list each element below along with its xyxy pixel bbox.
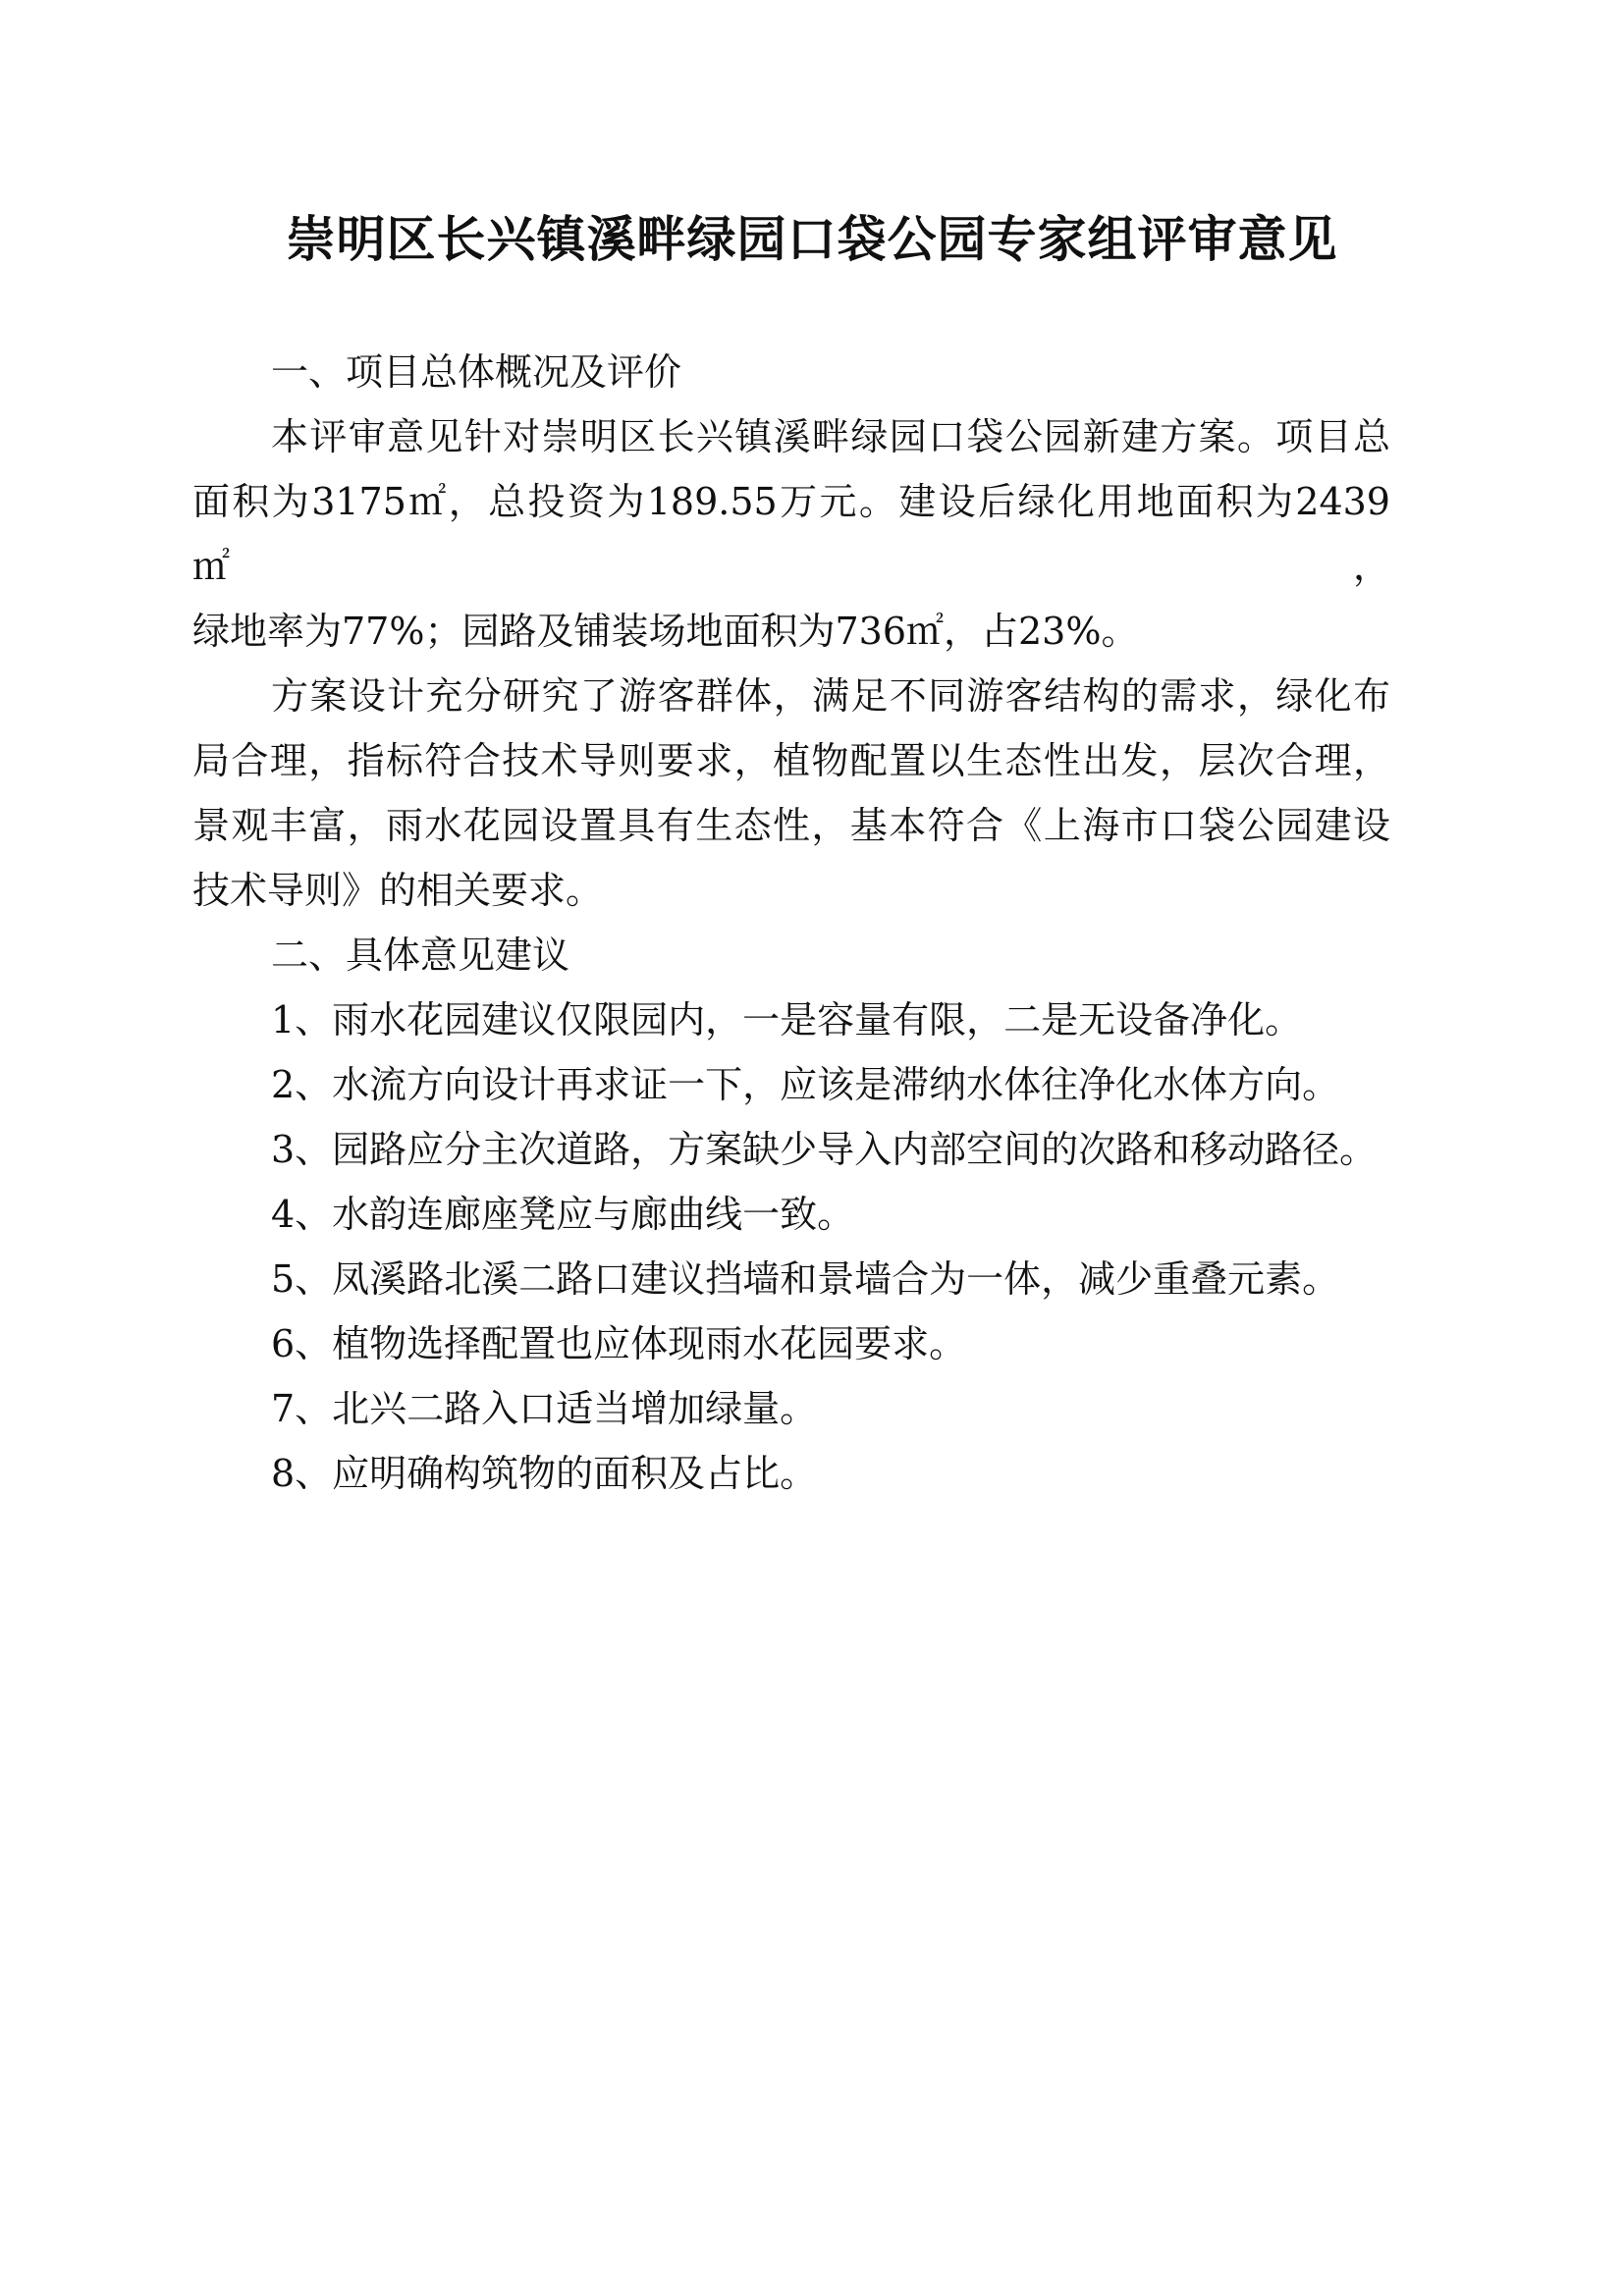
document-title: 崇明区长兴镇溪畔绿园口袋公园专家组评审意见	[286, 211, 1338, 268]
paragraph2-line: 技术导则》的相关要求。	[192, 869, 604, 912]
suggestion-item: 4、水韵连廊座凳应与廊曲线一致。	[271, 1193, 855, 1236]
document-body	[192, 340, 1390, 1506]
paragraph2-line: 景观丰富，雨水花园设置具有生态性，基本符合《上海市口袋公园建设	[192, 804, 1390, 847]
paragraph2-line: 局合理，指标符合技术导则要求，植物配置以生态性出发，层次合理，	[192, 739, 1390, 782]
suggestion-item: 6、植物选择配置也应体现雨水花园要求。	[271, 1322, 967, 1365]
suggestion-item: 1、雨水花园建议仅限园内，一是容量有限，二是无设备净化。	[271, 998, 1303, 1041]
section1-heading: 一、项目总体概况及评价	[271, 350, 682, 394]
suggestion-item: 3、园路应分主次道路，方案缺少导入内部空间的次路和移动路径。	[271, 1128, 1378, 1171]
paragraph1-line: 绿地率为77%；园路及铺装场地面积为736㎡，占23%。	[192, 610, 1139, 653]
paragraph1-line: 面积为3175㎡，总投资为189.55万元。建设后绿化用地面积为2439㎡，	[192, 480, 1390, 588]
suggestion-item: 5、凤溪路北溪二路口建议挡墙和景墙合为一体，减少重叠元素。	[271, 1257, 1340, 1301]
section2-heading: 二、具体意见建议	[271, 934, 570, 977]
suggestion-item: 2、水流方向设计再求证一下，应该是滞纳水体往净化水体方向。	[271, 1063, 1340, 1106]
suggestion-item: 8、应明确构筑物的面积及占比。	[271, 1452, 818, 1495]
paragraph2-line: 方案设计充分研究了游客群体，满足不同游客结构的需求，绿化布	[271, 674, 1390, 718]
suggestion-item: 7、北兴二路入口适当增加绿量。	[271, 1387, 818, 1430]
paragraph1-line: 本评审意见针对崇明区长兴镇溪畔绿园口袋公园新建方案。项目总	[271, 415, 1390, 458]
